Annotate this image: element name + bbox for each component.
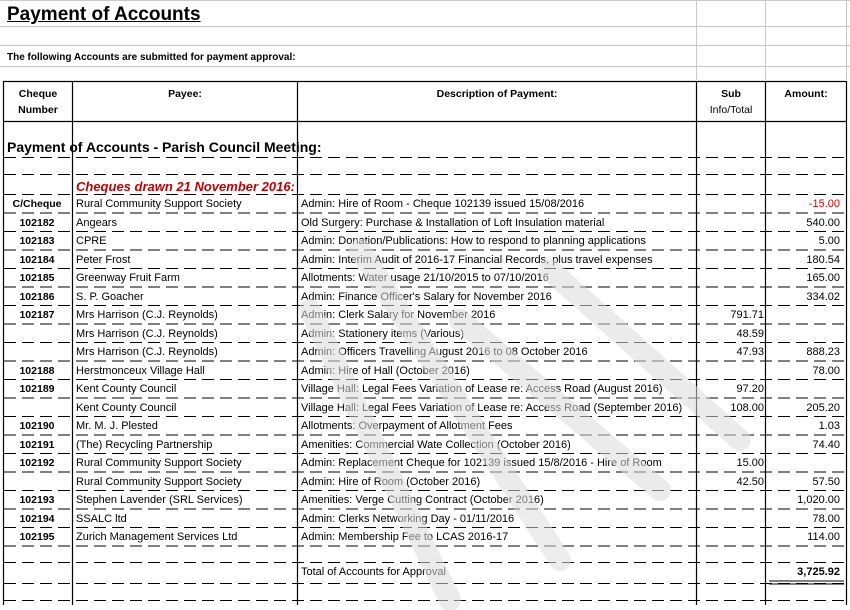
table-row[interactable] bbox=[0, 417, 850, 436]
description-cell: Amenities: Commercial Wate Collection (October 2016) bbox=[301, 438, 571, 451]
table-row[interactable] bbox=[0, 473, 850, 492]
payee-cell: Angears bbox=[76, 216, 117, 229]
cheque-number-cell: 102183 bbox=[19, 235, 55, 247]
payee-cell: Rural Community Support Society bbox=[76, 198, 242, 210]
table-row[interactable] bbox=[0, 510, 850, 529]
payee-cell: Stephen Lavender (SRL Services) bbox=[76, 494, 243, 506]
header-sub-line2: Info/Total bbox=[709, 104, 753, 116]
payee-cell: Mr. M. J. Plested bbox=[76, 420, 158, 432]
description-cell: Admin: Clerk Salary for November 2016 bbox=[301, 309, 496, 321]
table-row[interactable] bbox=[0, 528, 850, 547]
payee-cell: Kent County Council bbox=[76, 401, 177, 414]
description-cell: Allotments: Water usage 21/10/2015 to 07/10/2016 bbox=[301, 272, 549, 284]
amount-cell: 114.00 bbox=[807, 531, 840, 543]
amount-cell: 1,020.00 bbox=[797, 494, 840, 506]
amount-cell: 180.54 bbox=[806, 253, 840, 266]
description-cell: Village Hall: Legal Fees Variation of Lease re: Access Road (August 2016) bbox=[301, 383, 663, 395]
cheque-number-cell: 102182 bbox=[19, 216, 55, 229]
description-cell: Amenities: Verge Cutting Contract (October 2016) bbox=[301, 494, 544, 506]
sub-total-cell: 42.50 bbox=[736, 475, 764, 488]
sub-total-cell: 15.00 bbox=[736, 457, 764, 469]
payee-cell: Peter Frost bbox=[76, 253, 131, 266]
table-row[interactable] bbox=[0, 214, 850, 233]
sub-total-cell: 48.59 bbox=[736, 327, 764, 340]
cheque-number-cell: 102192 bbox=[19, 457, 55, 469]
sub-total-cell: 108.00 bbox=[730, 401, 764, 414]
amount-cell: 78.00 bbox=[812, 512, 840, 525]
payee-cell: Mrs Harrison (C.J. Reynolds) bbox=[76, 309, 218, 321]
amount-cell: -15.00 bbox=[808, 198, 840, 210]
cheque-number-cell: 102189 bbox=[19, 383, 55, 395]
description-cell: Admin: Hire of Room - Cheque 102139 issued 15/08/2016 bbox=[301, 198, 585, 210]
cheque-number-cell: 102187 bbox=[19, 309, 55, 321]
payee-cell: Rural Community Support Society bbox=[76, 475, 242, 488]
amount-cell: 540.00 bbox=[806, 216, 840, 229]
cheque-number-cell: 102188 bbox=[19, 364, 55, 377]
sub-total-cell: 97.20 bbox=[736, 383, 764, 395]
page-title: Payment of Accounts bbox=[7, 4, 201, 25]
payee-cell: Zurich Management Services Ltd bbox=[76, 531, 238, 543]
table-row[interactable] bbox=[0, 232, 850, 251]
payee-cell: CPRE bbox=[76, 235, 107, 247]
total-value: 3,725.92 bbox=[797, 566, 840, 578]
amount-cell: 165.00 bbox=[806, 272, 840, 284]
table-row[interactable] bbox=[0, 195, 850, 214]
sub-total-cell: 47.93 bbox=[736, 346, 764, 358]
table-row[interactable] bbox=[0, 343, 850, 362]
description-cell: Admin: Officers Travelling August 2016 to 08 October 2016 bbox=[301, 346, 588, 358]
amount-cell: 1.03 bbox=[818, 420, 840, 432]
table-row[interactable] bbox=[0, 362, 850, 381]
description-cell: Admin: Finance Officer's Salary for November 2016 bbox=[301, 290, 552, 303]
table-row[interactable] bbox=[0, 288, 850, 307]
description-cell: Admin: Interim Audit of 2016-17 Financial Records, plus travel expenses bbox=[301, 253, 653, 266]
cheque-number-cell: C/Cheque bbox=[12, 198, 62, 210]
cheque-number-cell: 102195 bbox=[19, 531, 55, 543]
payee-cell: Mrs Harrison (C.J. Reynolds) bbox=[76, 327, 218, 340]
payee-cell: Mrs Harrison (C.J. Reynolds) bbox=[76, 346, 218, 358]
table-row[interactable] bbox=[0, 380, 850, 399]
table-row[interactable] bbox=[0, 251, 850, 270]
cheque-number-cell: 102194 bbox=[19, 512, 55, 525]
payee-cell: SSALC ltd bbox=[76, 512, 127, 525]
description-cell: Admin: Stationery items (Various) bbox=[301, 327, 465, 340]
description-cell: Allotments: Overpayment of Allotment Fees bbox=[301, 420, 513, 432]
table-row[interactable] bbox=[0, 399, 850, 418]
header-sub-total[interactable] bbox=[697, 86, 765, 118]
header-cheque-line1: Cheque bbox=[18, 88, 58, 100]
payee-cell: Herstmonceux Village Hall bbox=[76, 364, 205, 377]
description-cell: Admin: Hire of Hall (October 2016) bbox=[301, 364, 470, 377]
description-cell: Old Surgery: Purchase & Installation of Loft Insulation material bbox=[301, 216, 605, 229]
table-row[interactable] bbox=[0, 491, 850, 510]
cheque-number-cell: 102185 bbox=[19, 272, 55, 284]
description-cell: Admin: Clerks Networking Day - 01/11/2016 bbox=[301, 512, 515, 525]
description-cell: Admin: Replacement Cheque for 102139 issued 15/8/2016 - Hire of Room bbox=[301, 457, 662, 469]
amount-cell: 78.00 bbox=[812, 364, 840, 377]
cheque-number-cell: 102186 bbox=[19, 290, 55, 303]
description-cell: Admin: Membership Fee to LCAS 2016-17 bbox=[301, 531, 509, 543]
table-row[interactable] bbox=[0, 454, 850, 473]
table-row[interactable] bbox=[0, 436, 850, 455]
payee-cell: Rural Community Support Society bbox=[76, 457, 242, 469]
payee-cell: Greenway Fruit Farm bbox=[76, 272, 180, 284]
cheque-number-cell: 102184 bbox=[19, 253, 55, 266]
description-cell: Village Hall: Legal Fees Variation of Lease re: Access Road (September 2016) bbox=[301, 401, 683, 414]
total-label: Total of Accounts for Approval bbox=[301, 566, 446, 578]
header-payee[interactable]: Payee: bbox=[168, 88, 202, 100]
cheque-number-cell: 102193 bbox=[19, 494, 55, 506]
amount-cell: 334.02 bbox=[806, 290, 840, 303]
amount-cell: 5.00 bbox=[818, 235, 840, 247]
payee-cell: S. P. Goacher bbox=[76, 290, 144, 303]
table-row[interactable] bbox=[0, 306, 850, 325]
section-title: Payment of Accounts - Parish Council Meeting: bbox=[7, 139, 322, 155]
cheque-number-cell: 102190 bbox=[19, 420, 55, 432]
amount-cell: 74.40 bbox=[812, 438, 840, 451]
amount-cell: 57.50 bbox=[812, 475, 840, 488]
header-description[interactable]: Description of Payment: bbox=[436, 88, 558, 100]
description-cell: Admin: Hire of Room (October 2016) bbox=[301, 475, 481, 488]
table-row[interactable] bbox=[0, 269, 850, 288]
header-cheque-line2: Number bbox=[18, 104, 58, 116]
header-sub-line1: Sub bbox=[721, 88, 741, 100]
header-cheque-number[interactable] bbox=[4, 86, 72, 118]
amount-cell: 205.20 bbox=[806, 401, 840, 414]
intro-text: The following Accounts are submitted for payment approval: bbox=[7, 52, 296, 63]
table-row[interactable] bbox=[0, 325, 850, 344]
sub-total-cell: 791.71 bbox=[730, 309, 764, 321]
description-cell: Admin: Donation/Publications: How to respond to planning applications bbox=[301, 235, 646, 247]
header-amount[interactable]: Amount: bbox=[784, 88, 828, 100]
payee-cell: Kent County Council bbox=[76, 383, 177, 395]
amount-cell: 888.23 bbox=[806, 346, 840, 358]
payee-cell: (The) Recycling Partnership bbox=[76, 438, 213, 451]
cheque-number-cell: 102191 bbox=[19, 438, 55, 451]
cheques-drawn-heading: Cheques drawn 21 November 2016: bbox=[76, 179, 295, 194]
